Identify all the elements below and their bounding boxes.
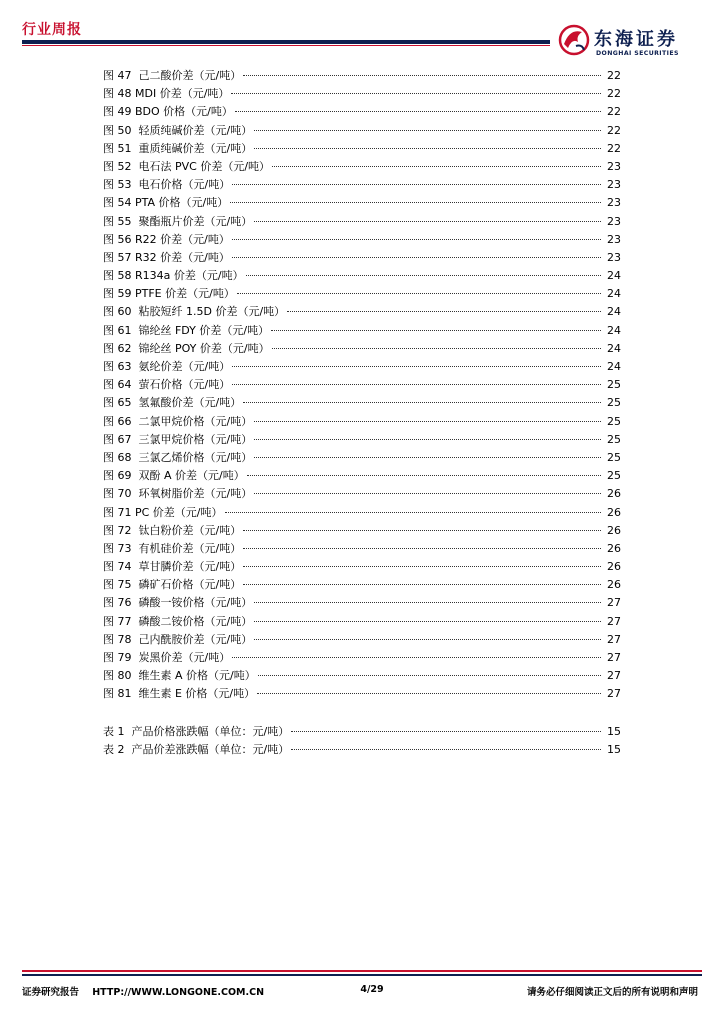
- toc-entry[interactable]: [103, 723, 621, 741]
- toc-entry-page: 22: [607, 105, 621, 119]
- toc-entry[interactable]: [103, 413, 621, 431]
- toc-entry[interactable]: [103, 631, 621, 649]
- toc-entry-label: 图 67 三氯甲烷价格（元/吨）: [103, 432, 253, 446]
- toc-entry[interactable]: [103, 358, 621, 376]
- toc-entry-label: 图 56 R22 价差（元/吨）: [103, 232, 230, 246]
- toc-entry-label: 图 48 MDI 价差（元/吨）: [103, 87, 230, 101]
- toc-leader-dots: [232, 183, 601, 185]
- toc-entry[interactable]: [103, 685, 621, 703]
- toc-entry-label: 图 77 磷酸二铵价格（元/吨）: [103, 614, 253, 628]
- toc-entry-page: 24: [607, 341, 621, 355]
- toc-entry-page: 22: [607, 123, 621, 137]
- toc-entry[interactable]: [103, 431, 621, 449]
- toc-entry-page: 15: [607, 724, 621, 738]
- toc-leader-dots: [243, 529, 601, 531]
- toc-entry[interactable]: [103, 322, 621, 340]
- toc-entry-label: 图 74 草甘膦价差（元/吨）: [103, 560, 242, 574]
- toc-leader-dots: [230, 201, 601, 203]
- toc-entry-page: 24: [607, 323, 621, 337]
- toc-entry-page: 25: [607, 396, 621, 410]
- toc-entry[interactable]: [103, 504, 621, 522]
- toc-entry-page: 27: [607, 687, 621, 701]
- toc-leader-dots: [231, 92, 601, 94]
- toc-entry-label: 图 81 维生素 E 价格（元/吨）: [103, 687, 256, 701]
- toc-entry-label: 图 58 R134a 价差（元/吨）: [103, 269, 244, 283]
- toc-entry[interactable]: [103, 140, 621, 158]
- toc-entry-label: 图 50 轻质纯碱价差（元/吨）: [103, 123, 253, 137]
- header-accent-rule: [22, 45, 550, 46]
- toc-entry-label: 图 61 锦纶丝 FDY 价差（元/吨）: [103, 323, 270, 337]
- toc-leader-dots: [243, 547, 601, 549]
- toc-entry-label: 图 49 BDO 价格（元/吨）: [103, 105, 233, 119]
- toc-entry[interactable]: [103, 249, 621, 267]
- toc-entry-label: 图 55 聚酯瓶片价差（元/吨）: [103, 214, 253, 228]
- toc-leader-dots: [254, 420, 601, 422]
- toc-leader-dots: [232, 365, 601, 367]
- toc-leader-dots: [243, 401, 601, 403]
- toc-entry[interactable]: [103, 285, 621, 303]
- toc-leader-dots: [271, 329, 601, 331]
- toc-entry[interactable]: [103, 558, 621, 576]
- toc-entry-page: 24: [607, 269, 621, 283]
- toc-leader-dots: [257, 692, 601, 694]
- toc-entry-label: 图 63 氨纶价差（元/吨）: [103, 360, 231, 373]
- footer-accent-rule: [22, 970, 702, 972]
- toc-entry-page: 26: [607, 560, 621, 574]
- toc-entry[interactable]: [103, 376, 621, 394]
- toc-leader-dots: [225, 511, 601, 513]
- toc-leader-dots: [272, 165, 601, 167]
- toc-leader-dots: [287, 310, 601, 312]
- header-rule: [22, 40, 550, 44]
- toc-entry[interactable]: [103, 741, 621, 759]
- toc-leader-dots: [254, 220, 601, 222]
- toc-leader-dots: [254, 147, 601, 149]
- toc-entry[interactable]: [103, 213, 621, 231]
- toc-leader-dots: [232, 256, 601, 258]
- table-of-figures: [103, 67, 621, 759]
- section-title: 行业周报: [22, 22, 82, 38]
- toc-entry-label: 图 60 粘胶短纤 1.5D 价差（元/吨）: [103, 305, 286, 319]
- toc-entry[interactable]: [103, 576, 621, 594]
- toc-entry-page: 27: [607, 632, 621, 646]
- toc-entry-page: 27: [607, 651, 621, 664]
- footer-report-link[interactable]: 证券研究报告 HTTP://WWW.LONGONE.COM.CN: [22, 987, 265, 998]
- footer-disclaimer: 请务必仔细阅读正文后的所有说明和声明: [526, 987, 698, 998]
- toc-leader-dots: [254, 601, 601, 603]
- toc-entry[interactable]: [103, 649, 621, 667]
- toc-entry-label: 图 69 双酚 A 价差（元/吨）: [103, 469, 245, 483]
- toc-leader-dots: [243, 583, 601, 585]
- footer-rule: [22, 974, 702, 976]
- toc-entry-label: 图 73 有机硅价差（元/吨）: [103, 541, 242, 555]
- toc-entry-label: 图 64 萤石价格（元/吨）: [103, 378, 231, 392]
- logo-chinese-name: 东海证券: [594, 29, 678, 50]
- toc-entry-page: 22: [607, 141, 621, 155]
- toc-entry[interactable]: [103, 85, 621, 103]
- toc-entry-label: 图 51 重质纯碱价差（元/吨）: [103, 141, 253, 155]
- toc-entry-label: 表 1 产品价格涨跌幅（单位：元/吨）: [103, 724, 290, 738]
- toc-entry-page: 25: [607, 450, 621, 464]
- toc-entry-page: 27: [607, 614, 621, 628]
- figures-list: [103, 67, 621, 704]
- toc-entry-label: 图 65 氢氟酸价差（元/吨）: [103, 396, 242, 410]
- toc-leader-dots: [243, 565, 601, 567]
- toc-leader-dots: [237, 292, 601, 294]
- toc-entry-page: 26: [607, 487, 621, 501]
- toc-entry-label: 图 71 PC 价差（元/吨）: [103, 505, 223, 519]
- dragon-emblem-icon: [556, 22, 592, 58]
- toc-entry[interactable]: [103, 449, 621, 467]
- toc-entry-page: 26: [607, 505, 621, 519]
- toc-entry-page: 24: [607, 287, 621, 301]
- toc-entry-page: 23: [607, 196, 621, 210]
- toc-entry[interactable]: [103, 122, 621, 140]
- toc-entry-page: 25: [607, 432, 621, 446]
- toc-entry-page: 23: [607, 214, 621, 228]
- toc-leader-dots: [247, 474, 601, 476]
- toc-leader-dots: [254, 438, 601, 440]
- toc-leader-dots: [235, 110, 601, 112]
- toc-entry-label: 图 59 PTFE 价差（元/吨）: [103, 287, 235, 301]
- toc-entry-page: 25: [607, 414, 621, 428]
- toc-entry-page: 22: [607, 69, 621, 82]
- toc-entry[interactable]: [103, 103, 621, 121]
- toc-leader-dots: [243, 74, 601, 76]
- toc-leader-dots: [291, 730, 601, 732]
- toc-leader-dots: [254, 129, 601, 131]
- toc-entry[interactable]: [103, 194, 621, 212]
- toc-entry[interactable]: [103, 522, 621, 540]
- toc-entry-label: 图 68 三氯乙烯价格（元/吨）: [103, 450, 253, 464]
- toc-leader-dots: [272, 347, 601, 349]
- toc-leader-dots: [232, 656, 601, 658]
- toc-entry-label: 图 57 R32 价差（元/吨）: [103, 250, 230, 264]
- toc-entry-page: 15: [607, 742, 621, 756]
- toc-entry-page: 23: [607, 178, 621, 192]
- toc-leader-dots: [254, 456, 601, 458]
- toc-entry[interactable]: [103, 467, 621, 485]
- toc-entry-page: 27: [607, 596, 621, 610]
- page-number: 4/29: [360, 984, 384, 995]
- toc-entry-page: 27: [607, 669, 621, 683]
- toc-entry-label: 图 47 己二酸价差（元/吨）: [103, 69, 242, 82]
- toc-entry-page: 26: [607, 523, 621, 537]
- logo-english-name: DONGHAI SECURITIES: [596, 50, 679, 57]
- toc-entry[interactable]: [103, 540, 621, 558]
- toc-entry-label: 图 79 炭黑价差（元/吨）: [103, 651, 231, 664]
- toc-entry[interactable]: [103, 158, 621, 176]
- toc-entry-page: 26: [607, 541, 621, 555]
- toc-entry-label: 图 80 维生素 A 价格（元/吨）: [103, 669, 256, 683]
- toc-entry[interactable]: [103, 594, 621, 612]
- toc-entry[interactable]: [103, 176, 621, 194]
- toc-entry-page: 24: [607, 360, 621, 373]
- donghai-logo: [556, 22, 706, 62]
- toc-entry-page: 23: [607, 232, 621, 246]
- toc-entry-label: 图 54 PTA 价格（元/吨）: [103, 196, 229, 210]
- toc-entry[interactable]: [103, 340, 621, 358]
- toc-leader-dots: [232, 238, 601, 240]
- toc-entry-page: 22: [607, 87, 621, 101]
- toc-entry-label: 图 76 磷酸一铵价格（元/吨）: [103, 596, 253, 610]
- toc-leader-dots: [291, 748, 601, 750]
- toc-entry[interactable]: [103, 667, 621, 685]
- toc-leader-dots: [246, 274, 601, 276]
- toc-entry[interactable]: [103, 394, 621, 412]
- toc-entry[interactable]: [103, 67, 621, 85]
- toc-entry-page: 26: [607, 578, 621, 592]
- toc-leader-dots: [254, 620, 601, 622]
- toc-entry-page: 24: [607, 305, 621, 319]
- toc-entry[interactable]: [103, 613, 621, 631]
- toc-leader-dots: [254, 638, 601, 640]
- tables-list: [103, 723, 621, 759]
- toc-entry-label: 图 70 环氧树脂价差（元/吨）: [103, 487, 253, 501]
- toc-entry-label: 表 2 产品价差涨跌幅（单位：元/吨）: [103, 742, 290, 756]
- toc-entry-page: 25: [607, 469, 621, 483]
- toc-leader-dots: [258, 674, 601, 676]
- toc-leader-dots: [232, 383, 601, 385]
- toc-entry[interactable]: [103, 267, 621, 285]
- list-gap: [103, 704, 621, 723]
- toc-entry-label: 图 78 己内酰胺价差（元/吨）: [103, 632, 253, 646]
- toc-entry[interactable]: [103, 303, 621, 321]
- toc-entry-page: 23: [607, 159, 621, 173]
- toc-entry-label: 图 62 锦纶丝 POY 价差（元/吨）: [103, 341, 270, 355]
- toc-entry-label: 图 75 磷矿石价格（元/吨）: [103, 578, 242, 592]
- toc-entry-label: 图 53 电石价格（元/吨）: [103, 178, 231, 192]
- toc-entry-page: 25: [607, 378, 621, 392]
- toc-entry[interactable]: [103, 485, 621, 503]
- toc-entry[interactable]: [103, 231, 621, 249]
- toc-entry-label: 图 66 二氯甲烷价格（元/吨）: [103, 414, 253, 428]
- toc-entry-label: 图 52 电石法 PVC 价差（元/吨）: [103, 159, 271, 173]
- toc-entry-page: 23: [607, 250, 621, 264]
- toc-entry-label: 图 72 钛白粉价差（元/吨）: [103, 523, 242, 537]
- toc-leader-dots: [254, 492, 601, 494]
